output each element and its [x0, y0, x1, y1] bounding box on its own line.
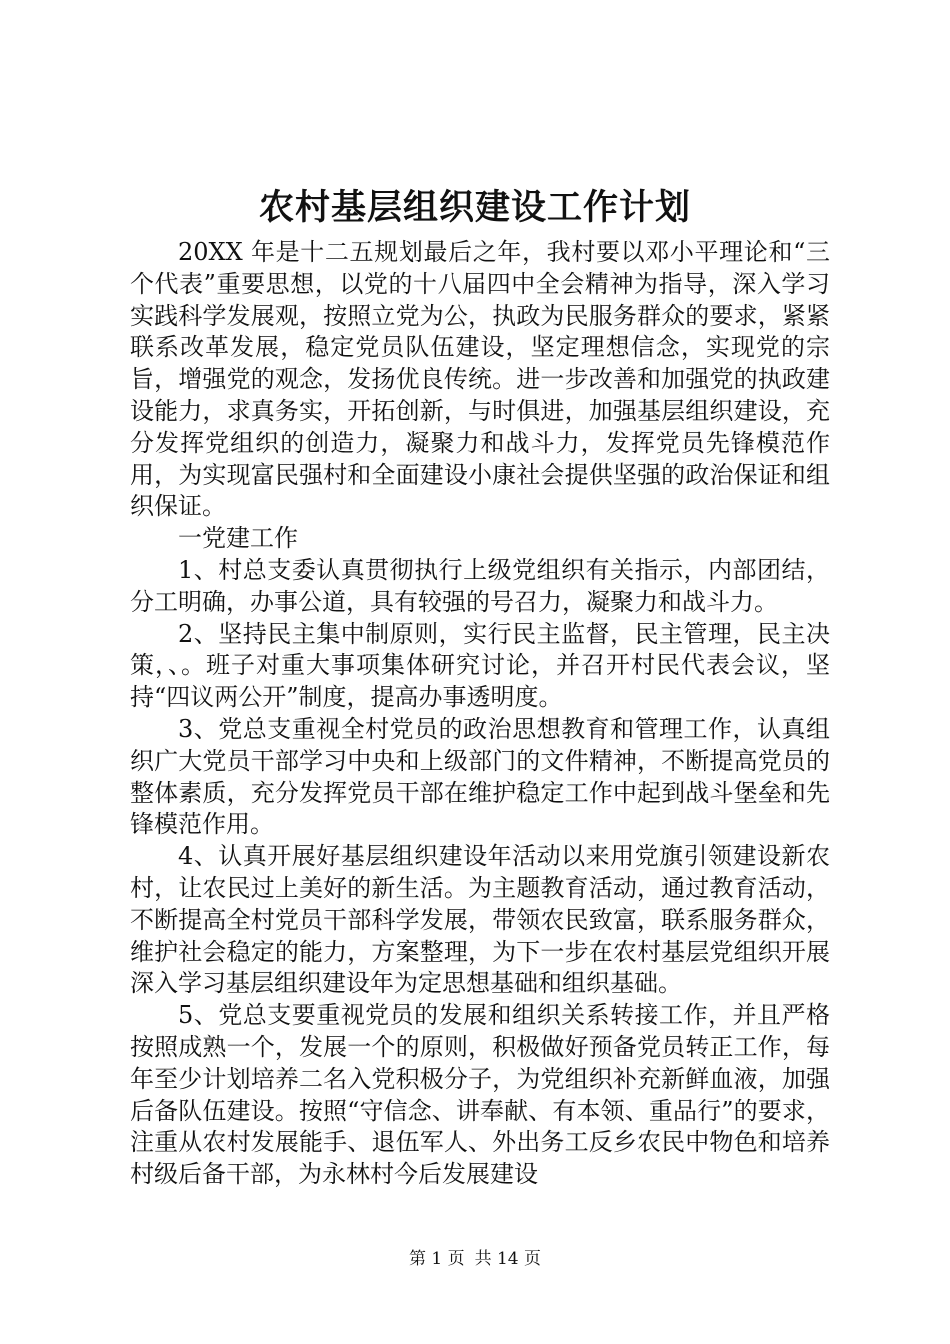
page-number: 第 1 页: [408, 1249, 465, 1269]
page-footer: [0, 1247, 950, 1271]
list-item: 5、党总支要重视党员的发展和组织关系转接工作，并且严格按照成熟一个，发展一个的原则，积极做好预备党员转正工作，每年至少计划培养二名入党积极分子，为党组织补充新鲜血液，加强后备队伍建设。按照“守信念、讲奉献、有本领、重品行”的要求，注重从农村发展能手、退伍军人、外出务工反乡农民中物色和培养村级后备干部，为永林村今后发展建设: [130, 1001, 830, 1189]
list-item: 3、党总支重视全村党员的政治思想教育和管理工作，认真组织广大党员干部学习中央和上级部门的文件精神，不断提高党员的整体素质，充分发挥党员干部在维护稳定工作中起到战斗堡垒和先锋模范作用。: [130, 714, 830, 839]
section-heading: 一党建工作: [178, 524, 298, 553]
document-body: [130, 237, 830, 1191]
page-total: 共 14 页: [474, 1249, 542, 1269]
list-item: 2、坚持民主集中制原则，实行民主监督，民主管理，民主决策，、。班子对重大事项集体研究讨论，并召开村民代表会议，坚持“四议两公开”制度，提高办事透明度。: [130, 619, 830, 712]
document-title: 农村基层组织建设工作计划: [258, 187, 691, 228]
list-item: 1、村总支委认真贯彻执行上级党组织有关指示，内部团结，分工明确，办事公道，具有较强的号召力，凝聚力和战斗力。: [130, 555, 830, 616]
list-item: 4、认真开展好基层组织建设年活动以来用党旗引领建设新农村，让农民过上美好的新生活。为主题教育活动，通过教育活动，不断提高全村党员干部科学发展，带领农民致富，联系服务群众，维护社会稳定的能力，方案整理，为下一步在农村基层党组织开展深入学习基层组织建设年为定思想基础和组织基础。: [130, 842, 830, 998]
intro-paragraph: 20XX 年是十二五规划最后之年，我村要以邓小平理论和“三个代表”重要思想，以党的十八届四中全会精神为指导，深入学习实践科学发展观，按照立党为公，执政为民服务群众的要求，紧紧联系改革发展，稳定党员队伍建设，坚定理想信念，实现党的宗旨，增强党的观念，发扬优良传统。进一步改善和加强党的执政建设能力，求真务实，开拓创新，与时俱进，加强基层组织建设，充分发挥党组织的创造力，凝聚力和战斗力，发挥党员先锋模范作用，为实现富民强村和全面建设小康社会提供坚强的政治保证和组织保证。: [130, 238, 830, 521]
